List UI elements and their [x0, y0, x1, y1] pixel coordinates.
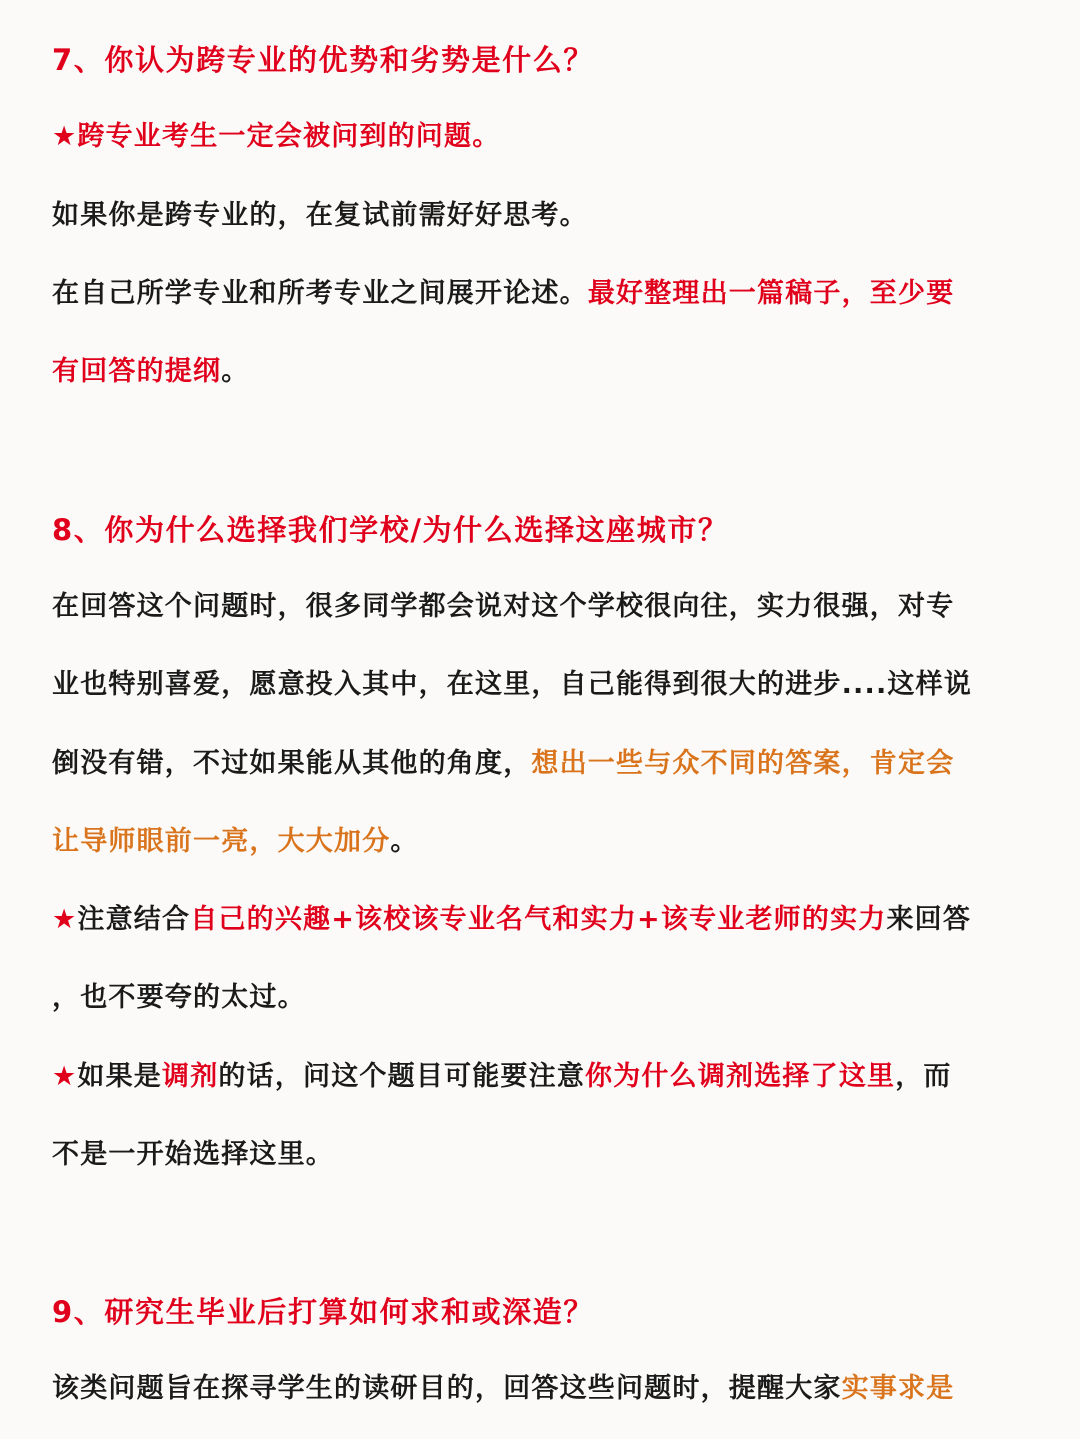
section-9-paragraph-lead: 该类问题旨在探寻学生的读研目的，回答这些问题时，提醒大家 [52, 1373, 842, 1404]
section-8-tip-2-highlight-2: 你为什么调剂选择了这里 [585, 1061, 896, 1092]
section-8-paragraph-line-3-lead: 倒没有错，不过如果能从其他的角度， [52, 748, 532, 779]
section-9-paragraph-highlight: 实事求是 [841, 1373, 955, 1404]
section-8-tip-1-line-2: ，也不要夸的太过。 [52, 982, 306, 1013]
section-8-tip-2-lead: 如果是 [77, 1061, 163, 1092]
section-8-paragraph-line-2: 业也特别喜爱，愿意投入其中，在这里，自己能得到很大的进步....这样说 [52, 669, 973, 700]
section-8-paragraph-period: 。 [390, 826, 419, 857]
section-8-tip-2-line-2: 不是一开始选择这里。 [52, 1139, 334, 1170]
section-7-paragraph-2-highlight-end: 有回答的提纲 [52, 356, 222, 387]
section-7-paragraph-2-highlight: 最好整理出一篇稿子，至少要 [587, 278, 955, 309]
section-8-tip-1-highlight: 自己的兴趣+该校该专业名气和实力+该专业老师的实力 [190, 904, 887, 935]
section-8-tip-1-tail: 来回答 [886, 904, 972, 935]
star-icon: ★ [52, 1061, 78, 1092]
section-8-paragraph-line-1: 在回答这个问题时，很多同学都会说对这个学校很向往，实力很强，对专 [52, 591, 955, 622]
section-8-heading: 8、你为什么选择我们学校/为什么选择这座城市？ [52, 513, 729, 547]
section-7-heading: 7、你认为跨专业的优势和劣势是什么？ [52, 43, 594, 77]
section-8-paragraph-line-4 [52, 822, 1040, 862]
section-8-tip-2-tail: ，而 [895, 1061, 952, 1092]
section-9-heading: 9、研究生毕业后打算如何求和或深造？ [52, 1295, 594, 1329]
section-9-paragraph-line-1 [52, 1369, 1040, 1409]
section-8-tip-2-mid: 的话，问这个题目可能要注意 [218, 1061, 586, 1092]
section-8-paragraph-highlight: 想出一些与众不同的答案，肯定会 [531, 748, 955, 779]
section-7-paragraph-2-line-2 [52, 352, 1040, 392]
section-8-tip-2-highlight-1: 调剂 [162, 1061, 219, 1092]
section-8-tip-1-line-1 [52, 900, 1040, 940]
section-7-paragraph-2-period: 。 [221, 356, 250, 387]
section-7-paragraph-1: 如果你是跨专业的，在复试前需好好思考。 [52, 200, 588, 231]
section-8-tip-2-line-1 [52, 1057, 1040, 1097]
section-7-paragraph-2-lead: 在自己所学专业和所考专业之间展开论述。 [52, 278, 588, 309]
star-icon: ★ [52, 904, 78, 935]
section-8-tip-1-lead: 注意结合 [77, 904, 191, 935]
section-7-paragraph-2-line-1 [52, 274, 1040, 314]
section-8-paragraph-highlight-end: 让导师眼前一亮，大大加分 [52, 826, 391, 857]
section-7-star-note: ★跨专业考生一定会被问到的问题。 [52, 121, 501, 152]
section-8-paragraph-line-3 [52, 744, 1040, 784]
